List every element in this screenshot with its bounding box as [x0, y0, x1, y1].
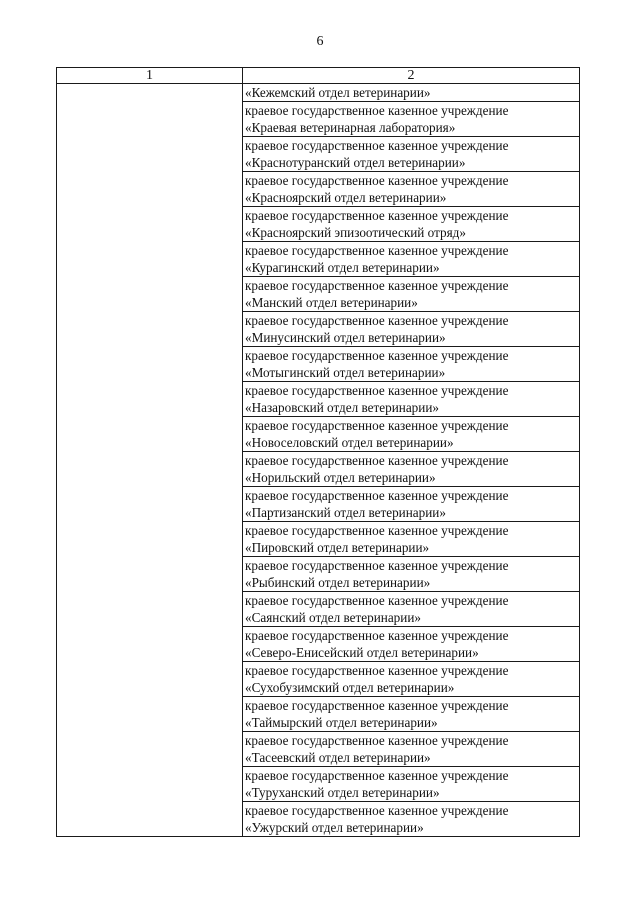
column-header-2: 2 [243, 68, 580, 84]
institution-cell [243, 137, 580, 172]
institution-cell [243, 312, 580, 347]
table-row [57, 84, 580, 102]
column-1-cell [57, 84, 243, 837]
institution-type: краевое государственное казенное учреждение [245, 313, 509, 328]
institution-name: «Норильский отдел ветеринарии» [245, 470, 436, 485]
institution-type: краевое государственное казенное учреждение [245, 488, 509, 503]
institution-name: «Курагинский отдел ветеринарии» [245, 260, 440, 275]
institution-cell [243, 487, 580, 522]
institution-name: «Краевая ветеринарная лаборатория» [245, 120, 456, 135]
institution-name: «Краснотуранский отдел ветеринарии» [245, 155, 466, 170]
institution-type: краевое государственное казенное учреждение [245, 628, 509, 643]
institution-name: «Красноярский эпизоотический отряд» [245, 225, 466, 240]
institution-cell [243, 452, 580, 487]
institution-name: «Партизанский отдел ветеринарии» [245, 505, 446, 520]
institution-type: краевое государственное казенное учреждение [245, 418, 509, 433]
institution-cell [243, 627, 580, 662]
institution-name: «Минусинский отдел ветеринарии» [245, 330, 446, 345]
institution-cell [243, 347, 580, 382]
institution-cell [243, 522, 580, 557]
institution-cell [243, 697, 580, 732]
institution-type: краевое государственное казенное учреждение [245, 593, 509, 608]
column-header-1: 1 [57, 68, 243, 84]
institution-cell [243, 102, 580, 137]
institution-cell [243, 207, 580, 242]
institution-type: краевое государственное казенное учреждение [245, 698, 509, 713]
institution-name: «Мотыгинский отдел ветеринарии» [245, 365, 446, 380]
institution-name: «Рыбинский отдел ветеринарии» [245, 575, 431, 590]
institution-type: краевое государственное казенное учреждение [245, 138, 509, 153]
institution-cell [243, 592, 580, 627]
institution-cell [243, 767, 580, 802]
institution-type: краевое государственное казенное учреждение [245, 173, 509, 188]
institution-type: краевое государственное казенное учреждение [245, 768, 509, 783]
institution-cell [243, 242, 580, 277]
institution-type: краевое государственное казенное учреждение [245, 278, 509, 293]
page-number: 6 [316, 34, 324, 49]
table-header-row [57, 68, 580, 84]
institution-type: краевое государственное казенное учреждение [245, 558, 509, 573]
institution-cell [243, 662, 580, 697]
institution-type: краевое государственное казенное учреждение [245, 208, 509, 223]
institution-name: «Назаровский отдел ветеринарии» [245, 400, 439, 415]
institutions-table [56, 67, 580, 837]
institution-type: краевое государственное казенное учреждение [245, 243, 509, 258]
institution-name: «Манский отдел ветеринарии» [245, 295, 418, 310]
institution-type: краевое государственное казенное учреждение [245, 103, 509, 118]
institution-cell [243, 277, 580, 312]
institution-cell [243, 732, 580, 767]
institution-type: краевое государственное казенное учреждение [245, 733, 509, 748]
institution-type: краевое государственное казенное учреждение [245, 663, 509, 678]
institution-name: «Пировский отдел ветеринарии» [245, 540, 430, 555]
institution-name: «Таймырский отдел ветеринарии» [245, 715, 438, 730]
institution-type: краевое государственное казенное учреждение [245, 453, 509, 468]
institution-name: «Северо-Енисейский отдел ветеринарии» [245, 645, 479, 660]
institution-name: «Саянский отдел ветеринарии» [245, 610, 421, 625]
institution-type: краевое государственное казенное учреждение [245, 348, 509, 363]
institution-name: «Туруханский отдел ветеринарии» [245, 785, 440, 800]
institution-name: «Ужурский отдел ветеринарии» [245, 820, 424, 835]
institution-cell [243, 802, 580, 837]
institution-cell [243, 84, 580, 102]
institution-type: краевое государственное казенное учреждение [245, 383, 509, 398]
institution-cell [243, 172, 580, 207]
institution-name: «Кежемский отдел ветеринарии» [245, 85, 431, 100]
institution-name: «Новоселовский отдел ветеринарии» [245, 435, 454, 450]
institution-name: «Красноярский отдел ветеринарии» [245, 190, 447, 205]
institution-type: краевое государственное казенное учреждение [245, 523, 509, 538]
institution-cell [243, 382, 580, 417]
institution-name: «Сухобузимский отдел ветеринарии» [245, 680, 455, 695]
institution-type: краевое государственное казенное учреждение [245, 803, 509, 818]
institution-cell [243, 417, 580, 452]
institution-name: «Тасеевский отдел ветеринарии» [245, 750, 431, 765]
institution-cell [243, 557, 580, 592]
